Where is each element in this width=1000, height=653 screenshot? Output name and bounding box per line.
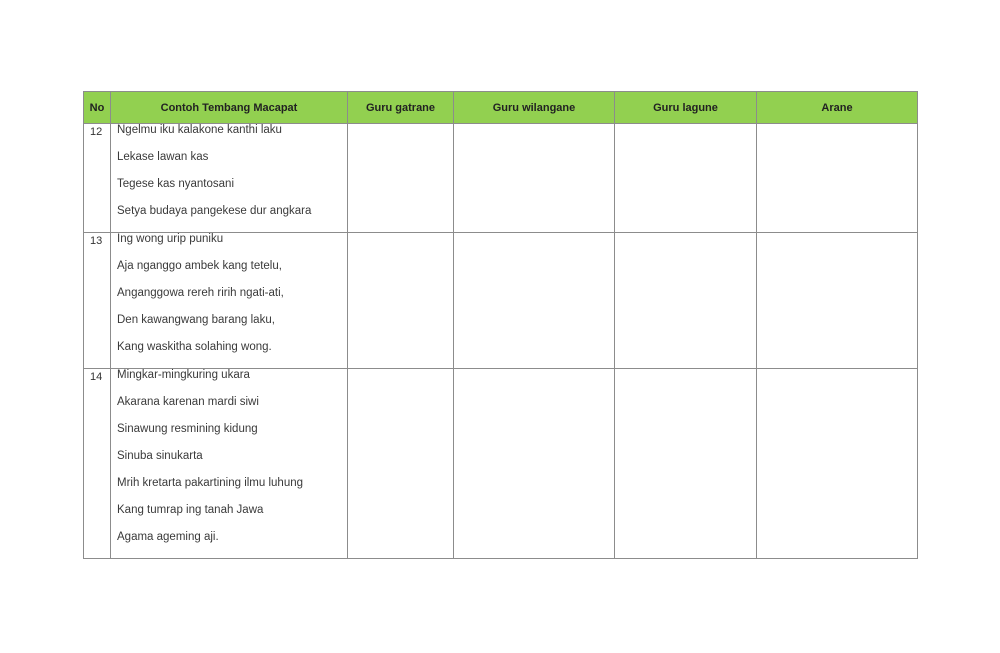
header-guru-lagune: Guru lagune xyxy=(615,92,757,124)
macapat-worksheet-table xyxy=(83,91,918,559)
tembang-lines xyxy=(111,233,348,369)
row-number: 12 xyxy=(84,124,111,233)
answer-arane[interactable] xyxy=(757,233,918,369)
tembang-line: Kang tumrap ing tanah Jawa xyxy=(117,504,264,516)
tembang-line: Aja nganggo ambek kang tetelu, xyxy=(117,260,282,272)
tembang-line: Setya budaya pangekese dur angkara xyxy=(117,205,312,217)
table-row xyxy=(84,369,918,559)
tembang-line: Kang waskitha solahing wong. xyxy=(117,341,272,353)
tembang-line: Sinawung resmining kidung xyxy=(117,423,258,435)
tembang-line: Den kawangwang barang laku, xyxy=(117,314,275,326)
answer-arane[interactable] xyxy=(757,369,918,559)
answer-guru-wilangane[interactable] xyxy=(454,369,615,559)
answer-guru-gatrane[interactable] xyxy=(348,233,454,369)
tembang-line: Ngelmu iku kalakone kanthi laku xyxy=(117,124,282,136)
tembang-lines xyxy=(111,124,348,233)
answer-guru-wilangane[interactable] xyxy=(454,124,615,233)
tembang-line: Mrih kretarta pakartining ilmu luhung xyxy=(117,477,304,489)
answer-guru-gatrane[interactable] xyxy=(348,369,454,559)
header-row xyxy=(84,92,918,124)
tembang-line: Mingkar-mingkuring ukara xyxy=(117,369,250,381)
tembang-line: Agama ageming aji. xyxy=(117,531,219,543)
tembang-line: Ing wong urip puniku xyxy=(117,233,224,245)
tembang-line: Tegese kas nyantosani xyxy=(117,178,234,190)
tembang-line: Sinuba sinukarta xyxy=(117,450,203,462)
answer-guru-wilangane[interactable] xyxy=(454,233,615,369)
header-no: No xyxy=(84,92,111,124)
answer-guru-lagune[interactable] xyxy=(615,233,757,369)
header-contoh-tembang: Contoh Tembang Macapat xyxy=(111,92,348,124)
answer-guru-lagune[interactable] xyxy=(615,369,757,559)
header-guru-wilangane: Guru wilangane xyxy=(454,92,615,124)
answer-guru-lagune[interactable] xyxy=(615,124,757,233)
tembang-line: Anganggowa rereh ririh ngati-ati, xyxy=(117,287,284,299)
table-row xyxy=(84,124,918,233)
table-row xyxy=(84,233,918,369)
tembang-line: Lekase lawan kas xyxy=(117,151,209,163)
header-guru-gatrane: Guru gatrane xyxy=(348,92,454,124)
row-number: 13 xyxy=(84,233,111,369)
tembang-lines xyxy=(111,369,348,559)
header-arane: Arane xyxy=(757,92,918,124)
answer-guru-gatrane[interactable] xyxy=(348,124,454,233)
row-number: 14 xyxy=(84,369,111,559)
answer-arane[interactable] xyxy=(757,124,918,233)
tembang-line: Akarana karenan mardi siwi xyxy=(117,396,259,408)
